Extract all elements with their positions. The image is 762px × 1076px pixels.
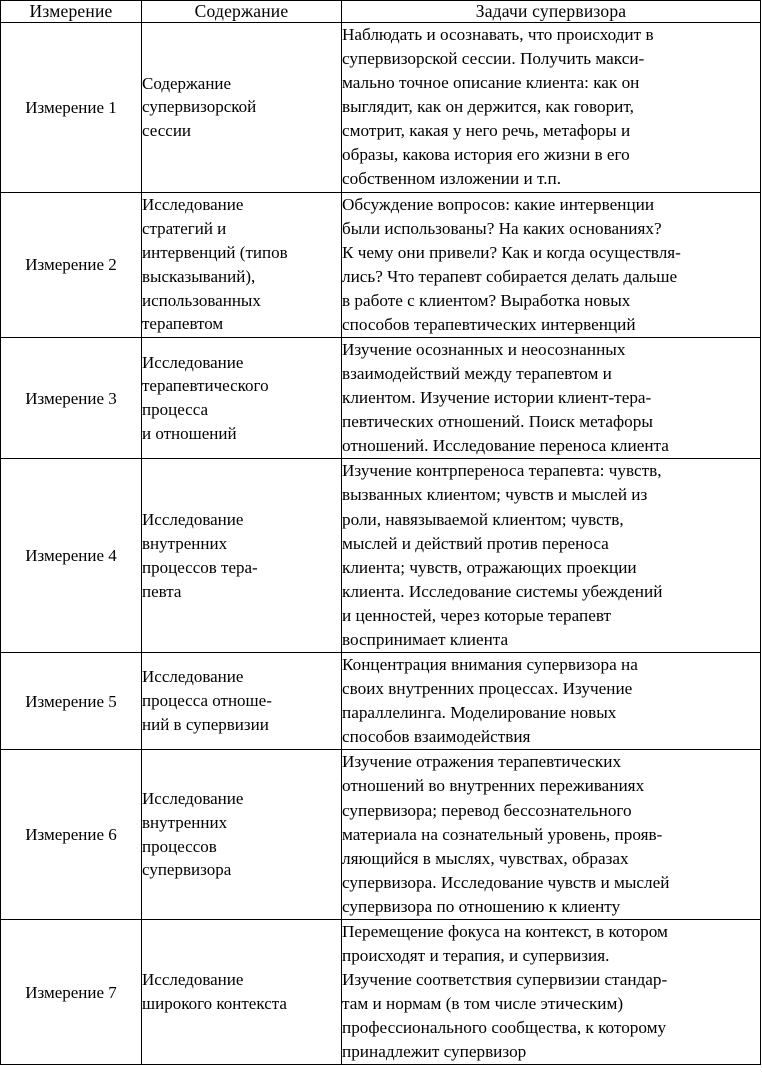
content-line: процессов	[142, 836, 217, 856]
tasks-line: смотрит, какая у него речь, метафоры и	[342, 121, 631, 141]
tasks-line: Изучение контрпереноса терапевта: чувств,	[342, 461, 662, 481]
cell-content	[142, 23, 342, 193]
cell-tasks	[342, 750, 761, 920]
content-line: Исследование	[142, 970, 244, 990]
table-row	[1, 338, 761, 459]
tasks-line: своих внутренних процессах. Изучение	[342, 679, 633, 699]
cell-dimension: Измерение 4	[1, 459, 142, 653]
content-line: высказываний),	[142, 266, 256, 286]
tasks-line: Концентрация внимания супервизора на	[342, 655, 638, 675]
tasks-line: параллелинга. Моделирование новых	[342, 703, 617, 723]
cell-tasks	[342, 653, 761, 750]
content-line: процесса отноше-	[142, 691, 272, 711]
tasks-line: Перемещение фокуса на контекст, в котором	[342, 921, 668, 941]
tasks-line: происходят и терапия, и супервизия.	[342, 945, 610, 965]
cell-dimension: Измерение 1	[1, 23, 142, 193]
table-header-row	[1, 1, 761, 23]
table-row	[1, 653, 761, 750]
content-line: внутренних	[142, 812, 228, 832]
content-line: Исследование	[142, 667, 244, 687]
cell-content	[142, 653, 342, 750]
cell-tasks	[342, 23, 761, 193]
content-line: внутренних	[142, 533, 228, 553]
tasks-line: супервизора. Исследование чувств и мыслей	[342, 872, 670, 892]
cell-tasks	[342, 338, 761, 459]
content-line: процесса	[142, 400, 209, 420]
tasks-line: ляющийся в мыслях, чувствах, образах	[342, 848, 629, 868]
content-line: интервенций (типов	[142, 242, 288, 262]
cell-dimension: Измерение 2	[1, 192, 142, 337]
table-row	[1, 23, 761, 193]
tasks-line: в работе с клиентом? Выработка новых	[342, 290, 631, 310]
table-row	[1, 919, 761, 1064]
tasks-line: роли, навязываемой клиентом; чувств,	[342, 509, 624, 529]
column-header-tasks: Задачи супервизора	[342, 1, 761, 23]
cell-dimension: Измерение 6	[1, 750, 142, 920]
tasks-line: Изучение осознанных и неосознанных	[342, 340, 626, 360]
tasks-line: воспринимает клиента	[342, 629, 509, 649]
tasks-line: собственном изложении и т.п.	[342, 169, 561, 189]
tasks-line: Наблюдать и осознавать, что происходит в	[342, 25, 654, 44]
tasks-line: Изучение отражения терапевтических	[342, 752, 622, 772]
tasks-line: способов терапевтических интервенций	[342, 314, 636, 334]
content-line: стратегий и	[142, 219, 227, 239]
tasks-line: клиента; чувств, отражающих проекции	[342, 557, 637, 577]
tasks-line: были использованы? На каких основаниях?	[342, 218, 662, 238]
cell-dimension: Измерение 5	[1, 653, 142, 750]
content-line: ний в супервизии	[142, 715, 269, 735]
tasks-line: мыслей и действий против переноса	[342, 533, 609, 553]
content-line: процессов тера-	[142, 557, 258, 577]
tasks-line: и ценностей, через которые терапевт	[342, 605, 612, 625]
cell-dimension: Измерение 7	[1, 919, 142, 1064]
table-row	[1, 459, 761, 653]
cell-tasks	[342, 919, 761, 1064]
content-line: широкого контекста	[142, 994, 287, 1014]
content-line: супервизорской	[142, 97, 257, 117]
tasks-line: Изучение соответствия супервизии стандар-	[342, 970, 668, 990]
cell-content	[142, 459, 342, 653]
table-row	[1, 750, 761, 920]
content-line: супервизора	[142, 860, 232, 880]
tasks-line: принадлежит супервизор	[342, 1042, 527, 1062]
cell-dimension: Измерение 3	[1, 338, 142, 459]
tasks-line: образы, какова история его жизни в его	[342, 145, 630, 165]
column-header-content: Содержание	[142, 1, 342, 23]
tasks-line: лись? Что терапевт собирается делать дальше	[342, 266, 678, 286]
cell-tasks	[342, 192, 761, 337]
tasks-line: клиента. Исследование системы убеждений	[342, 581, 663, 601]
table-body	[1, 23, 761, 1065]
tasks-line: материала на сознательный уровень, прояв-	[342, 824, 663, 844]
tasks-line: супервизора; перевод бессознательного	[342, 800, 632, 820]
content-line: Исследование	[142, 352, 244, 372]
tasks-line: взаимодействий между терапевтом и	[342, 364, 612, 384]
cell-content	[142, 919, 342, 1064]
tasks-line: супервизорской сессии. Получить макси-	[342, 49, 645, 69]
tasks-line: отношений. Исследование переноса клиента	[342, 436, 669, 456]
content-line: и отношений	[142, 424, 237, 443]
content-line: терапевтического	[142, 376, 269, 396]
content-line: сессии	[142, 121, 192, 141]
content-line: Исследование	[142, 789, 244, 809]
content-line: Исследование	[142, 510, 244, 530]
tasks-line: выглядит, как он держится, как говорит,	[342, 97, 634, 117]
tasks-line: супервизора по отношению к клиенту	[342, 896, 621, 916]
column-header-dimension: Измерение	[1, 1, 142, 23]
content-line: певта	[142, 581, 182, 601]
tasks-line: певтических отношений. Поиск метафоры	[342, 412, 653, 432]
content-line: Исследование	[142, 195, 244, 215]
tasks-line: отношений во внутренних переживаниях	[342, 776, 645, 796]
cell-content	[142, 338, 342, 459]
tasks-line: вызванных клиентом; чувств и мыслей из	[342, 485, 648, 505]
tasks-line: мально точное описание клиента: как он	[342, 73, 640, 93]
tasks-line: способов взаимодействия	[342, 727, 531, 747]
content-line: использованных	[142, 290, 261, 310]
tasks-line: клиентом. Изучение истории клиент-тера-	[342, 388, 652, 408]
tasks-line: Обсуждение вопросов: какие интервенции	[342, 194, 655, 214]
content-line: Содержание	[142, 73, 232, 93]
table-row	[1, 192, 761, 337]
tasks-line: профессионального сообщества, к которому	[342, 1018, 667, 1038]
table-header	[1, 1, 761, 23]
cell-content	[142, 750, 342, 920]
tasks-line: там и нормам (в том числе этическим)	[342, 994, 624, 1014]
cell-content	[142, 192, 342, 337]
tasks-line: К чему они привели? Как и когда осуществля-	[342, 242, 681, 262]
cell-tasks	[342, 459, 761, 653]
content-line: терапевтом	[142, 314, 224, 334]
